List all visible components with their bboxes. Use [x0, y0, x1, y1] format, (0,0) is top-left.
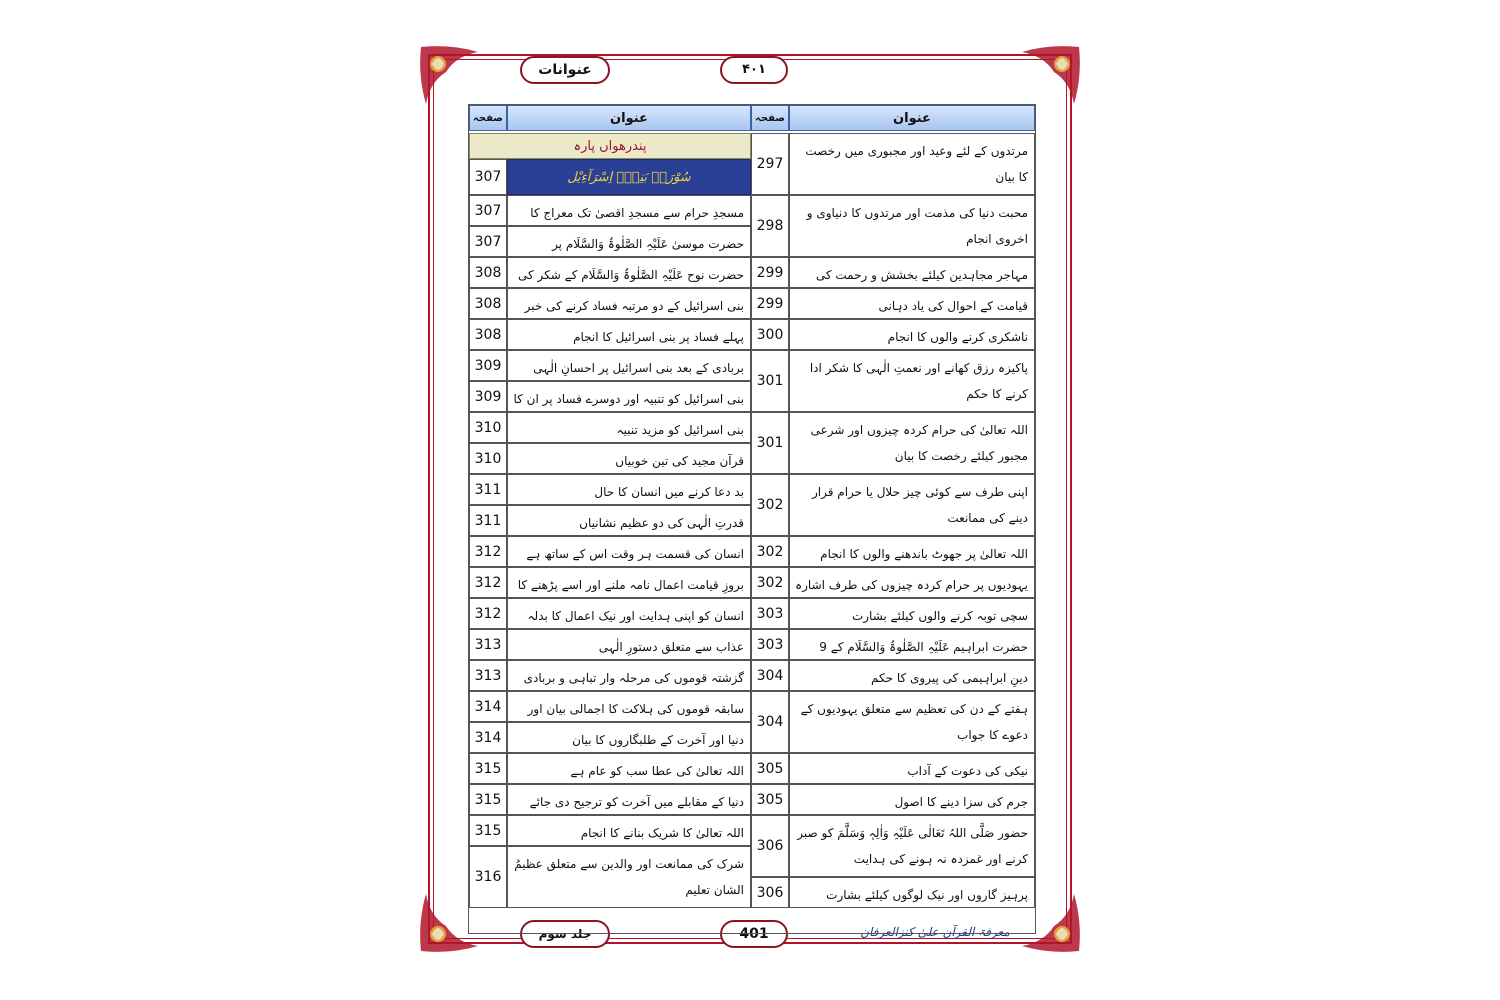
- footer-book-title: معرفۃ القرآن علیٰ کنزالعرفان: [860, 925, 1010, 939]
- list-item-page: 305: [751, 784, 789, 815]
- list-item-page: 299: [751, 257, 789, 288]
- list-item-page: 297: [751, 133, 789, 195]
- list-item-page: 309: [469, 350, 507, 381]
- list-item-topic: بد دعا کرنے میں انسان کا حال: [507, 474, 751, 505]
- contents-table: [468, 104, 1036, 934]
- list-item-page: 307: [469, 159, 507, 195]
- list-item-topic: قرآن مجید کی تین خوبیاں: [507, 443, 751, 474]
- list-item-topic: عذاب سے متعلق دستورِ الٰہی: [507, 629, 751, 660]
- list-item-page: 302: [751, 474, 789, 536]
- list-item-topic: سابقہ قوموں کی ہلاکت کا اجمالی بیان اور: [507, 691, 751, 722]
- column-header-page: صفحہ: [751, 105, 789, 131]
- list-item-page: 315: [469, 815, 507, 846]
- part-banner: پندرھواں پارہ: [469, 133, 751, 159]
- list-item-topic: پہلے فساد پر بنی اسرائیل کا انجام: [507, 319, 751, 350]
- list-item-page: 312: [469, 598, 507, 629]
- list-item-page: 309: [469, 381, 507, 412]
- list-item-page: 312: [469, 536, 507, 567]
- list-item-page: 298: [751, 195, 789, 257]
- list-item-topic: اللہ تعالیٰ کا شریک بنانے کا انجام: [507, 815, 751, 846]
- page-frame: [420, 46, 1080, 952]
- list-item-page: 305: [751, 753, 789, 784]
- list-item-topic: مسجدِ حرام سے مسجدِ اقصیٰ تک معراج کا: [507, 195, 751, 226]
- list-item-page: 311: [469, 505, 507, 536]
- list-item-topic: بروزِ قیامت اعمال نامہ ملنے اور اسے پڑھنے کا: [507, 567, 751, 598]
- list-item-topic: حضرت نوح عَلَیْہِ الصَّلٰوۃُ وَالسَّلَام کے شکر کی: [507, 257, 751, 288]
- list-item-topic: سچی توبہ کرنے والوں کیلئے بشارت: [789, 598, 1035, 629]
- column-header-topic: عنوان: [789, 105, 1035, 131]
- list-item-topic: بربادی کے بعد بنی اسرائیل پر احسانِ الٰہی: [507, 350, 751, 381]
- list-item-topic: اللہ تعالیٰ پر جھوٹ باندھنے والوں کا انجام: [789, 536, 1035, 567]
- list-item-page: 304: [751, 660, 789, 691]
- list-item-topic: بنی اسرائیل کے دو مرتبہ فساد کرنے کی خبر: [507, 288, 751, 319]
- list-item-page: 313: [469, 629, 507, 660]
- surah-banner: سُوْرَۃُ بَنِیۡۤ اِسْرَآءِیْل: [507, 159, 751, 195]
- list-item-topic: جرم کی سزا دینے کا اصول: [789, 784, 1035, 815]
- list-item-page: 307: [469, 226, 507, 257]
- list-item-page: 307: [469, 195, 507, 226]
- list-item-page: 315: [469, 784, 507, 815]
- ornament-corner-top-right: [1014, 42, 1084, 112]
- list-item-page: 301: [751, 350, 789, 412]
- list-item-topic: مہاجر مجاہدین کیلئے بخشش و رحمت کی: [789, 257, 1035, 288]
- list-item-page: 304: [751, 691, 789, 753]
- list-item-page: 303: [751, 598, 789, 629]
- list-item-page: 308: [469, 257, 507, 288]
- list-item-page: 303: [751, 629, 789, 660]
- list-item-topic: بنی اسرائیل کو مزید تنبیہ: [507, 412, 751, 443]
- list-item-topic: شرک کی ممانعت اور والدین سے متعلق عظیمُ الشان تعلیم: [507, 846, 751, 908]
- list-item-topic: قدرتِ الٰہی کی دو عظیم نشانیاں: [507, 505, 751, 536]
- list-item-topic: ہفتے کے دن کی تعظیم سے متعلق یہودیوں کے دعوے کا جواب: [789, 691, 1035, 753]
- list-item-topic: محبت دنیا کی مذمت اور مرتدوں کا دنیاوی و اخروی انجام: [789, 195, 1035, 257]
- list-item-page: 312: [469, 567, 507, 598]
- list-item-topic: گزشتہ قوموں کی مرحلہ وار تباہی و بربادی: [507, 660, 751, 691]
- list-item-page: 314: [469, 722, 507, 753]
- ornament-corner-top-left: [416, 42, 486, 112]
- list-item-topic: دنیا اور آخرت کے طلبگاروں کا بیان: [507, 722, 751, 753]
- list-item-page: 306: [751, 877, 789, 908]
- list-item-topic: اللہ تعالیٰ کی حرام کردہ چیزوں اور شرعی مجبور کیلئے رخصت کا بیان: [789, 412, 1035, 474]
- list-item-page: 311: [469, 474, 507, 505]
- list-item-topic: حضرت موسیٰ عَلَیْہِ الصَّلٰوۃُ وَالسَّلَام پر: [507, 226, 751, 257]
- list-item-topic: اللہ تعالیٰ کی عطا سب کو عام ہے: [507, 753, 751, 784]
- list-item-page: 302: [751, 536, 789, 567]
- list-item-topic: دنیا کے مقابلے میں آخرت کو ترجیح دی جائے: [507, 784, 751, 815]
- list-item-topic: دینِ ابراہیمی کی پیروی کا حکم: [789, 660, 1035, 691]
- header-section-title: عنوانات: [520, 56, 610, 84]
- list-item-topic: حضور صَلَّی اللہُ تَعَالٰی عَلَیْہِ وَاٰلِہٖ وَسَلَّمَ کو صبر کرنے اور غمزدہ نہ ہونے کی ہدایت: [789, 815, 1035, 877]
- list-item-topic: مرتدوں کے لئے وعید اور مجبوری میں رخصت کا بیان: [789, 133, 1035, 195]
- list-item-page: 316: [469, 846, 507, 908]
- column-header-page: صفحہ: [469, 105, 507, 131]
- list-item-page: 308: [469, 319, 507, 350]
- list-item-topic: پاکیزہ رزق کھانے اور نعمتِ الٰہی کا شکر ادا کرنے کا حکم: [789, 350, 1035, 412]
- list-item-page: 300: [751, 319, 789, 350]
- column-header-topic: عنوان: [507, 105, 751, 131]
- list-item-topic: قیامت کے احوال کی یاد دہانی: [789, 288, 1035, 319]
- list-item-topic: حضرت ابراہیم عَلَیْہِ الصَّلٰوۃُ وَالسَّلَام کے 9: [789, 629, 1035, 660]
- footer-volume-label: جلد سوم: [520, 920, 610, 948]
- list-item-topic: یہودیوں پر حرام کردہ چیزوں کی طرف اشارہ: [789, 567, 1035, 598]
- list-item-page: 301: [751, 412, 789, 474]
- list-item-topic: اپنی طرف سے کوئی چیز حلال یا حرام قرار دینے کی ممانعت: [789, 474, 1035, 536]
- list-item-topic: انسان کو اپنی ہدایت اور نیک اعمال کا بدلہ: [507, 598, 751, 629]
- list-item-page: 299: [751, 288, 789, 319]
- list-item-page: 302: [751, 567, 789, 598]
- footer-page-number: 401: [720, 920, 788, 948]
- list-item-topic: پرہیز گاروں اور نیک لوگوں کیلئے بشارت: [789, 877, 1035, 908]
- list-item-page: 310: [469, 443, 507, 474]
- list-item-page: 313: [469, 660, 507, 691]
- list-item-topic: بنی اسرائیل کو تنبیہ اور دوسرے فساد پر ان کا: [507, 381, 751, 412]
- list-item-page: 310: [469, 412, 507, 443]
- list-item-page: 306: [751, 815, 789, 877]
- list-item-topic: ناشکری کرنے والوں کا انجام: [789, 319, 1035, 350]
- list-item-topic: انسان کی قسمت ہر وقت اس کے ساتھ ہے: [507, 536, 751, 567]
- header-page-number: ۴۰۱: [720, 56, 788, 84]
- list-item-page: 315: [469, 753, 507, 784]
- list-item-topic: نیکی کی دعوت کے آداب: [789, 753, 1035, 784]
- list-item-page: 308: [469, 288, 507, 319]
- list-item-page: 314: [469, 691, 507, 722]
